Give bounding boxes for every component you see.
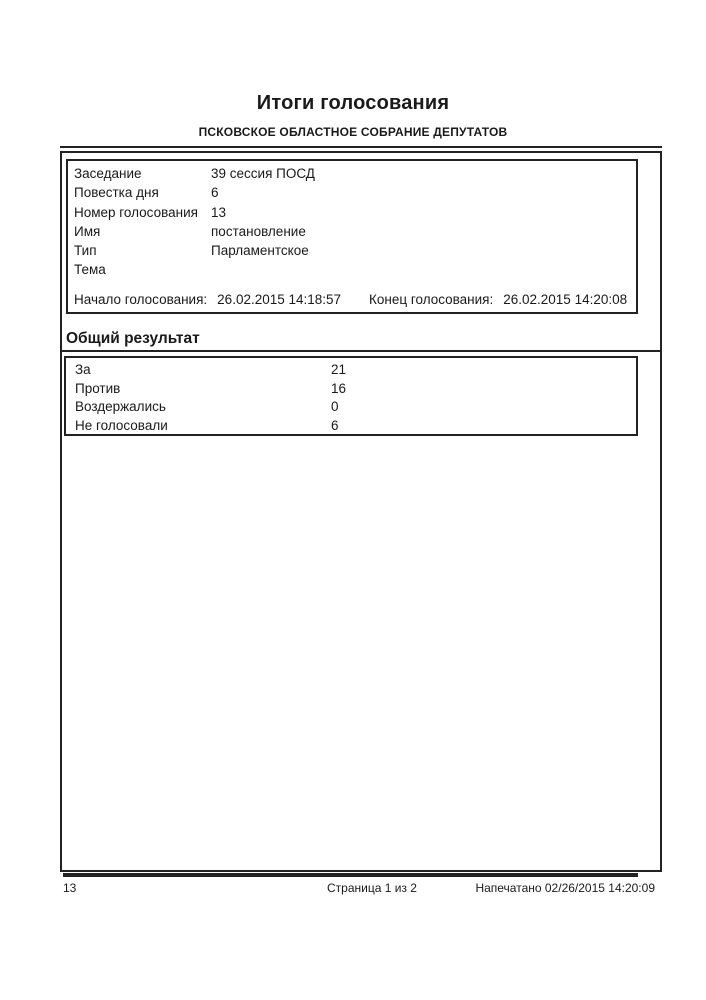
- info-value: постановление: [211, 223, 306, 239]
- footer-rule: [63, 873, 638, 877]
- result-value: 21: [331, 362, 347, 377]
- session-info-box: [66, 159, 638, 314]
- page-footer: [0, 881, 706, 897]
- info-row-session: [74, 166, 636, 185]
- result-label: За: [75, 362, 91, 377]
- voting-end-value: 26.02.2015 14:20:08: [503, 292, 628, 307]
- result-label: Не голосовали: [75, 417, 168, 433]
- voting-start-label: Начало голосования:: [74, 292, 208, 307]
- info-row-name: [74, 224, 636, 243]
- page-subtitle: ПСКОВСКОЕ ОБЛАСТНОЕ СОБРАНИЕ ДЕПУТАТОВ: [198, 125, 508, 139]
- voting-start-value: 26.02.2015 14:18:57: [217, 292, 342, 307]
- page-title: Итоги голосования: [256, 92, 450, 114]
- overall-result-heading: Общий результат: [66, 330, 200, 347]
- result-value: 6: [331, 417, 339, 433]
- result-label: Против: [75, 380, 121, 396]
- footer-page-indicator: Страница 1 из 2: [327, 881, 417, 895]
- info-row-vote-number: [74, 205, 636, 224]
- voting-end-label: Конец голосования:: [369, 292, 494, 307]
- info-label: Повестка дня: [74, 185, 159, 201]
- info-value: 13: [211, 204, 227, 220]
- info-label: Заседание: [74, 166, 142, 181]
- footer-printed-at: Напечатано 02/26/2015 14:20:09: [475, 881, 655, 895]
- session-info-rows: [68, 161, 636, 282]
- info-row-theme: [74, 262, 636, 281]
- info-value: 39 сессия ПОСД: [211, 166, 315, 181]
- info-row-agenda: [74, 185, 636, 204]
- info-label: Номер голосования: [74, 204, 198, 220]
- info-value: 6: [211, 185, 219, 201]
- info-value: Парламентское: [211, 243, 309, 259]
- result-row-against: [75, 381, 636, 400]
- result-value: 0: [331, 399, 339, 415]
- result-row-not-voted: [75, 418, 636, 437]
- page-body-frame: [60, 151, 662, 872]
- info-label: Тема: [74, 262, 106, 278]
- result-value: 16: [331, 380, 347, 396]
- info-label: Имя: [74, 223, 101, 239]
- header-rule: [60, 146, 662, 148]
- overall-result-rule: [62, 350, 660, 352]
- result-row-for: [75, 362, 636, 381]
- footer-vote-number: 13: [63, 881, 77, 895]
- result-label: Воздержались: [75, 399, 166, 415]
- info-row-type: [74, 243, 636, 262]
- result-row-abstained: [75, 399, 636, 418]
- voting-times-row: [74, 292, 627, 307]
- info-label: Тип: [74, 243, 97, 259]
- overall-result-box: [64, 356, 638, 436]
